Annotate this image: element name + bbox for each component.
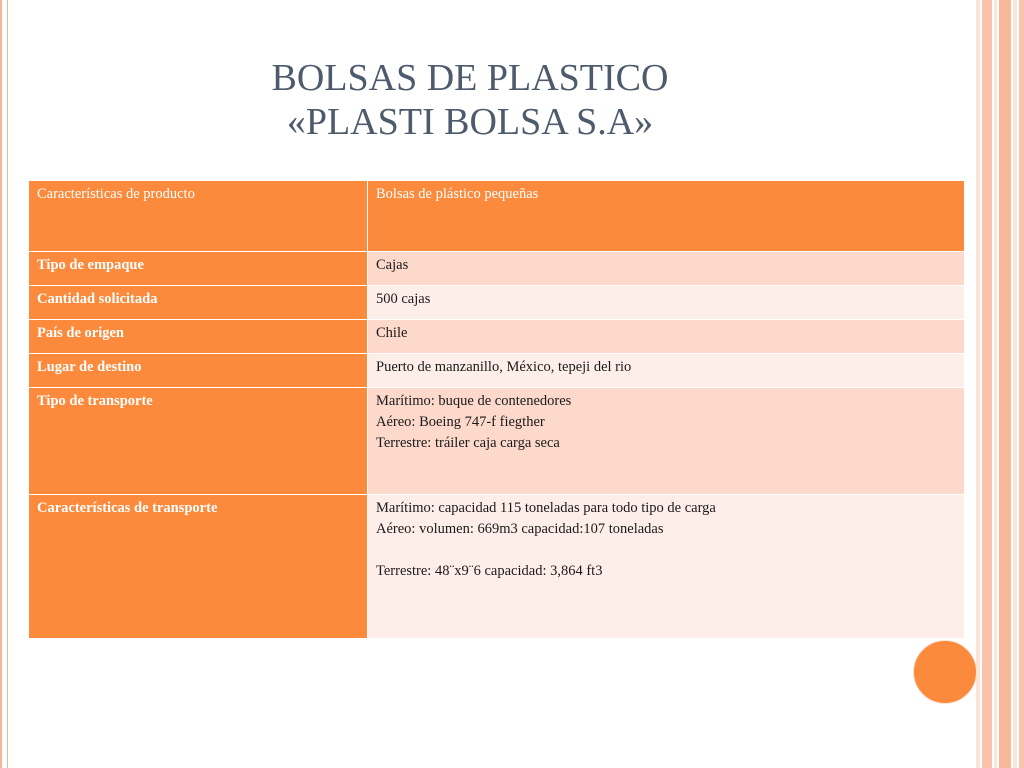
value-line: 500 cajas [376,291,431,307]
value-line: Aéreo: Boeing 747-f fiegther [376,414,545,430]
value-line: Puerto de manzanillo, México, tepeji del rio [376,359,632,375]
row-key-cell: País de origen [29,320,368,354]
title-line-2: «PLASTI BOLSA S.A» [286,101,654,143]
value-line: Terrestre: 48¨x9¨6 capacidad: 3,864 ft3 [376,563,603,579]
table-row [29,252,965,286]
row-key-cell: Tipo de empaque [29,252,368,286]
value-line: Marítimo: buque de contenedores [376,393,572,409]
product-table [28,180,965,639]
table-row [29,388,965,495]
row-key-cell: Lugar de destino [29,354,368,388]
table-row [29,495,965,639]
slide-title [180,56,760,144]
right-stripes-decoration [976,0,1024,768]
value-line: Cajas [376,257,409,273]
row-key-cell: Características de transporte [29,495,368,639]
table-header-row [29,181,965,252]
table-row [29,320,965,354]
title-line-1: BOLSAS DE PLASTICO [271,57,669,99]
value-line: Terrestre: tráiler caja carga seca [376,435,560,451]
value-line: Marítimo: capacidad 115 toneladas para todo tipo de carga [376,500,716,516]
value-line: Aéreo: volumen: 669m3 capacidad:107 toneladas [376,521,664,537]
left-border-decoration [0,0,12,768]
table-row [29,286,965,320]
row-value-cell [368,495,965,639]
value-line [376,540,956,561]
table-row [29,354,965,388]
row-value-cell [368,320,965,354]
row-key-cell: Tipo de transporte [29,388,368,495]
value-line: Chile [376,325,408,341]
row-key-cell: Cantidad solicitada [29,286,368,320]
row-value-cell [368,286,965,320]
header-key-cell: Características de producto [29,181,368,252]
row-value-cell [368,354,965,388]
decorative-circle [913,640,977,704]
row-value-cell [368,252,965,286]
header-value-cell: Bolsas de plástico pequeñas [368,181,965,252]
row-value-cell [368,388,965,495]
